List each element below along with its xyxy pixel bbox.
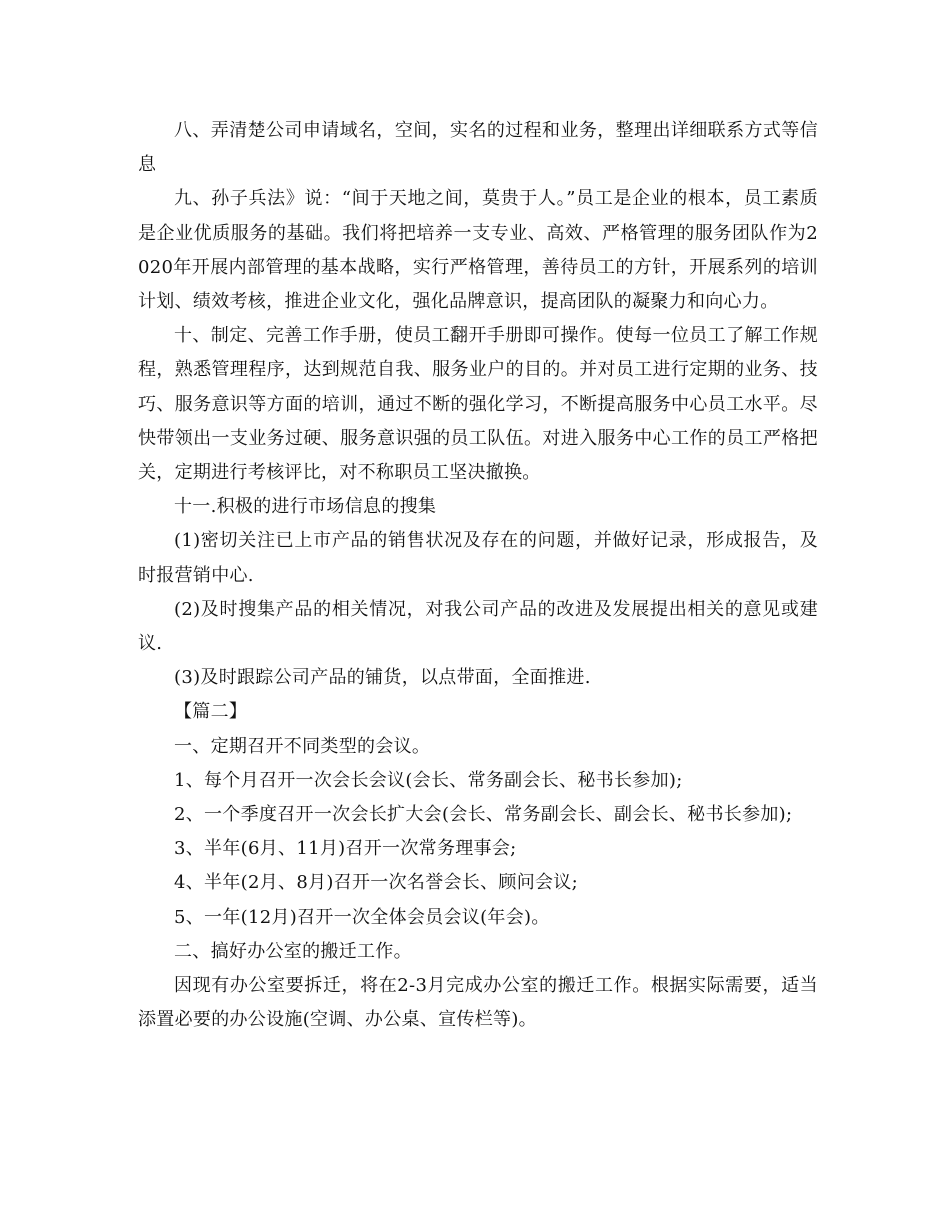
list-item-3: (3)及时跟踪公司产品的铺货，以点带面，全面推进. (174, 667, 591, 689)
list-item-2: (2)及时搜集产品的相关情况，对我公司产品的改进及发展提出相关的意见或建议. (138, 598, 818, 655)
meeting-item-2: 2、一个季度召开一次会长扩大会(会长、常务副会长、副会长、秘书长参加); (174, 804, 793, 826)
paragraph-8: 八、弄清楚公司申请域名，空间，实名的过程和业务，整理出详细联系方式等信息 (138, 120, 818, 176)
paragraph-11-heading: 十一.积极的进行市场信息的搜集 (174, 496, 437, 518)
meeting-item-4: 4、半年(2月、8月)召开一次名誉会长、顾问会议; (174, 872, 578, 894)
document-body (138, 114, 818, 1037)
office-move-heading: 二、搞好办公室的搬迁工作。 (174, 940, 412, 962)
list-item-1: (1)密切关注已上市产品的销售状况及存在的问题，并做好记录，形成报告，及时报营销中心. (138, 530, 818, 586)
paragraph-9: 九、孙子兵法》说：“间于天地之间，莫贵于人。”员工是企业的根本，员工素质是企业优质服务的基础。我们将把培养一支专业、高效、严格管理的服务团队作为2020年开展内部管理的基本战略，实行严格管理，善待员工的方针，开展系列的培训计划、绩效考核，推进企业文化，强化品牌意识，提高团队的凝聚力和向心力。 (138, 188, 818, 313)
section-heading-part-two: 【篇二】 (174, 701, 248, 723)
paragraph-10: 十、制定、完善工作手册，使员工翻开手册即可操作。使每一位员工了解工作规程，熟悉管理程序，达到规范自我、服务业户的目的。并对员工进行定期的业务、技巧、服务意识等方面的培训，通过不断的强化学习，不断提高服务中心员工水平。尽快带领出一支业务过硬、服务意识强的员工队伍。对进入服务中心工作的员工严格把关，定期进行考核评比，对不称职员工坚决撤换。 (138, 325, 818, 484)
meeting-item-1: 1、每个月召开一次会长会议(会长、常务副会长、秘书长参加); (174, 769, 683, 791)
meeting-heading: 一、定期召开不同类型的会议。 (174, 735, 431, 757)
meeting-item-5: 5、一年(12月)召开一次全体会员会议(年会)。 (174, 906, 550, 928)
office-move-paragraph: 因现有办公室要拆迁，将在2-3月完成办公室的搬迁工作。根据实际需要，适当添置必要的办公设施(空调、办公桌、宣传栏等)。 (138, 975, 818, 1031)
meeting-item-3: 3、半年(6月、11月)召开一次常务理事会; (174, 838, 517, 860)
